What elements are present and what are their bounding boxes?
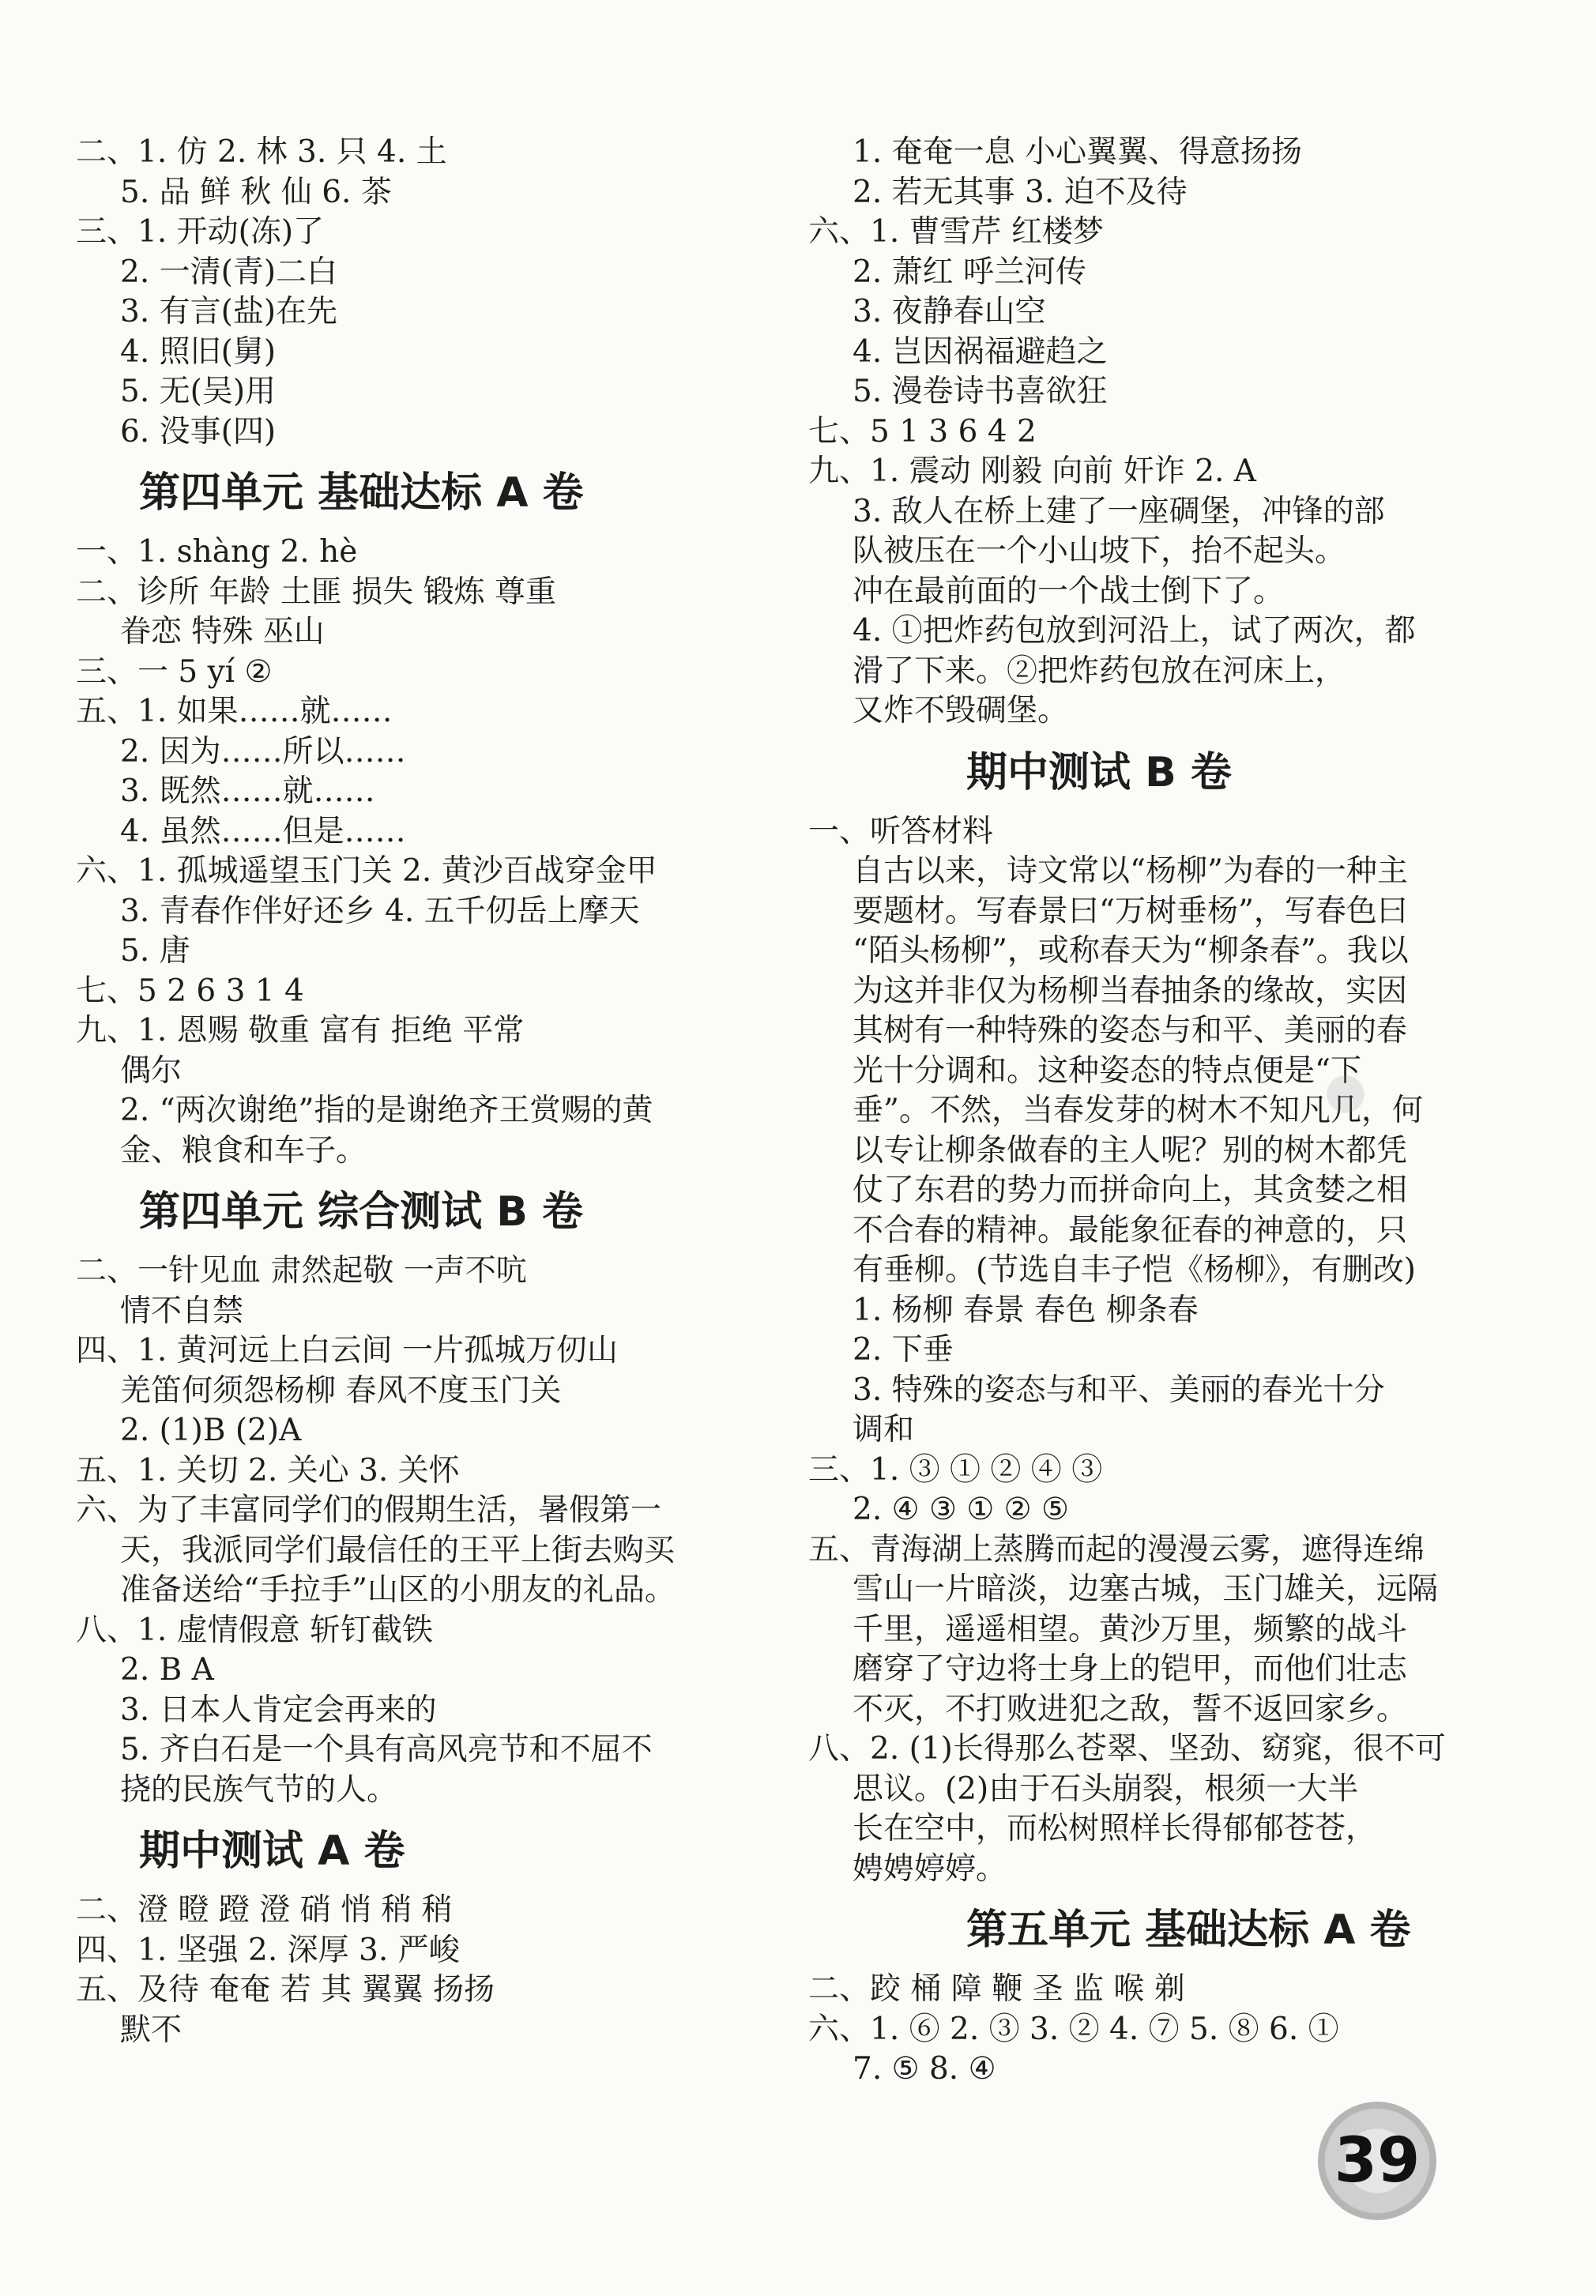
section-heading: 期中测试 B 卷 bbox=[966, 748, 1232, 796]
answer-line: 3. 有言(盐)在先 bbox=[120, 294, 338, 329]
answer-line: 5. 漫卷诗书喜欲狂 bbox=[853, 374, 1108, 409]
answer-line: 七、5 2 6 3 1 4 bbox=[76, 973, 304, 1009]
answer-line: 2. 萧红 呼兰河传 bbox=[853, 254, 1087, 290]
answer-line: 九、1. 恩赐 敬重 富有 拒绝 平常 bbox=[76, 1013, 525, 1048]
page-number-badge bbox=[1318, 2102, 1436, 2220]
answer-line: 六、1. ⑥ 2. ③ 3. ② 4. ⑦ 5. ⑧ 6. ① bbox=[808, 2011, 1339, 2047]
answer-line: 八、2. (1)长得那么苍翠、坚劲、窈窕，很不可 bbox=[808, 1731, 1446, 1767]
answer-line: 3. 青春作伴好还乡 4. 五千仞岳上摩天 bbox=[120, 893, 640, 929]
answer-line: 自古以来，诗文常以“杨柳”为春的一种主 bbox=[853, 853, 1408, 889]
answer-line: 滑了下来。②把炸药包放在河床上， bbox=[853, 653, 1346, 689]
answer-line: 3. 敌人在桥上建了一座碉堡，冲锋的部 bbox=[853, 493, 1385, 529]
answer-line: 雪山一片暗淡，边塞古城，玉门雄关，远隔 bbox=[853, 1571, 1439, 1607]
answer-line: 垂”。不然，当春发芽的树木不知凡几，何 bbox=[853, 1093, 1423, 1128]
seal-watermark bbox=[1302, 1051, 1389, 1138]
section-heading: 第四单元 基础达标 A 卷 bbox=[139, 469, 584, 517]
answer-line: 四、1. 坚强 2. 深厚 3. 严峻 bbox=[76, 1932, 460, 1968]
answer-line: 2. B A bbox=[120, 1652, 214, 1688]
answer-line: 2. 因为……所以…… bbox=[120, 733, 406, 770]
left-column bbox=[76, 133, 771, 2050]
section-heading: 第四单元 综合测试 B 卷 bbox=[139, 1188, 583, 1236]
answer-line: 偶尔 bbox=[120, 1052, 183, 1089]
answer-line: 3. 日本人肯定会再来的 bbox=[120, 1692, 437, 1728]
answer-line: 二、1. 仿 2. 林 3. 只 4. 土 bbox=[76, 134, 447, 170]
answer-line: 光十分调和。这种姿态的特点便是“下 bbox=[853, 1052, 1361, 1089]
answer-line: 1. 杨柳 春景 春色 柳条春 bbox=[853, 1292, 1199, 1328]
answer-line: 2. 若无其事 3. 迫不及待 bbox=[853, 174, 1188, 210]
section-heading: 第五单元 基础达标 A 卷 bbox=[966, 1906, 1411, 1954]
answer-line: 一、听答材料 bbox=[808, 813, 994, 849]
answer-line: 六、1. 孤城遥望玉门关 2. 黄沙百战穿金甲 bbox=[76, 853, 657, 889]
answer-line: 四、1. 黄河远上白云间 一片孤城万仞山 bbox=[76, 1333, 619, 1368]
answer-line: 七、5 1 3 6 4 2 bbox=[808, 413, 1037, 450]
answer-line: 三、一 5 yí ② bbox=[76, 653, 273, 690]
section-heading: 期中测试 A 卷 bbox=[139, 1827, 405, 1875]
answer-line: 5. 品 鲜 秋 仙 6. 茶 bbox=[120, 174, 392, 210]
answer-line: 挠的民族气节的人。 bbox=[120, 1771, 398, 1808]
answer-line: 2. (1)B (2)A bbox=[120, 1413, 302, 1448]
answer-line: 思议。(2)由于石头崩裂，根须一大半 bbox=[853, 1771, 1359, 1807]
answer-line: 情不自禁 bbox=[120, 1293, 244, 1329]
answer-line: 羌笛何须怨杨柳 春风不度玉门关 bbox=[120, 1372, 562, 1409]
answer-line: 要题材。写春景曰“万树垂杨”，写春色曰 bbox=[853, 893, 1408, 929]
answer-line: 调和 bbox=[853, 1412, 915, 1447]
answer-line: 不合春的精神。最能象征春的神意的，只 bbox=[853, 1212, 1408, 1248]
answer-line: 5. 唐 bbox=[120, 933, 190, 969]
answer-line: 5. 齐白石是一个具有高风亮节和不屈不 bbox=[120, 1732, 653, 1767]
answer-line: 六、为了丰富同学们的假期生活，暑假第一 bbox=[76, 1492, 662, 1528]
answer-line: 2. 一清(青)二白 bbox=[120, 254, 338, 290]
answer-line: 2. ④ ③ ① ② ⑤ bbox=[853, 1492, 1070, 1527]
answer-line: 八、1. 虚情假意 斩钉截铁 bbox=[76, 1612, 434, 1648]
answer-line: 五、1. 如果……就…… bbox=[76, 694, 393, 729]
answer-line: 五、1. 关切 2. 关心 3. 关怀 bbox=[76, 1452, 460, 1489]
answer-line: 天，我派同学们最信任的王平上街去购买 bbox=[120, 1532, 676, 1568]
answer-line: 其树有一种特殊的姿态与和平、美丽的春 bbox=[853, 1013, 1408, 1048]
answer-line: 二、一针见血 肃然起敬 一声不吭 bbox=[76, 1253, 527, 1289]
answer-line: 2. “两次谢绝”指的是谢绝齐王赏赐的黄 bbox=[120, 1093, 653, 1128]
answer-line: 队被压在一个小山坡下，抬不起头。 bbox=[853, 533, 1346, 569]
answer-line: 六、1. 曹雪芹 红楼梦 bbox=[808, 214, 1105, 250]
answer-line: 冲在最前面的一个战士倒下了。 bbox=[853, 573, 1285, 609]
answer-line: 6. 没事(四) bbox=[120, 413, 277, 450]
answer-line: 准备送给“手拉手”山区的小朋友的礼品。 bbox=[120, 1572, 676, 1608]
answer-line: 眷恋 特殊 巫山 bbox=[120, 614, 325, 649]
answer-line: 3. 夜静春山空 bbox=[853, 294, 1046, 329]
answer-line: 3. 特殊的姿态与和平、美丽的春光十分 bbox=[853, 1372, 1385, 1408]
answer-line: 4. 照旧(舅) bbox=[120, 333, 277, 370]
answer-line: 7. ⑤ 8. ④ bbox=[853, 2051, 996, 2087]
answer-line: “陌头杨柳”，或称春天为“柳条春”。我以 bbox=[853, 933, 1409, 969]
answer-line: 三、1. ③ ① ② ④ ③ bbox=[808, 1451, 1103, 1488]
answer-line: 五、及待 奄奄 若 其 翼翼 扬扬 bbox=[76, 1972, 495, 2008]
answer-line: 二、澄 瞪 蹬 澄 硝 悄 稍 稍 bbox=[76, 1892, 453, 1928]
answer-line: 4. ①把炸药包放到河沿上，试了两次，都 bbox=[853, 613, 1416, 649]
answer-line: 4. 岂因祸福避趋之 bbox=[853, 333, 1108, 370]
page-number: 39 bbox=[1334, 2125, 1421, 2196]
answer-line: 4. 虽然……但是…… bbox=[120, 813, 406, 849]
answer-line: 5. 无(吴)用 bbox=[120, 374, 277, 409]
answer-line: 有垂柳。(节选自丰子恺《杨柳》，有删改) bbox=[853, 1252, 1416, 1288]
answer-line: 一、1. shàng 2. hè bbox=[76, 534, 358, 570]
answer-line: 仗了东君的势力而拼命向上，其贪婪之相 bbox=[853, 1172, 1408, 1208]
answer-line: 五、青海湖上蒸腾而起的漫漫云雾，遮得连绵 bbox=[808, 1531, 1425, 1568]
answer-line: 以专让柳条做春的主人呢？别的树木都凭 bbox=[853, 1132, 1408, 1169]
answer-line: 金、粮食和车子。 bbox=[120, 1132, 367, 1169]
answer-line: 默不 bbox=[120, 2012, 183, 2048]
answer-line: 又炸不毁碉堡。 bbox=[853, 693, 1069, 728]
answer-line: 为这并非仅为杨柳当春抽条的缘故，实因 bbox=[853, 973, 1408, 1009]
answer-line: 千里，遥遥相望。黄沙万里，频繁的战斗 bbox=[853, 1611, 1408, 1647]
answer-line: 2. 下垂 bbox=[853, 1332, 954, 1368]
answer-line: 长在空中，而松树照样长得郁郁苍苍， bbox=[853, 1811, 1377, 1846]
answer-line: 九、1. 震动 刚毅 向前 奸诈 2. A bbox=[808, 454, 1256, 489]
answer-line: 娉娉婷婷。 bbox=[853, 1850, 1007, 1887]
answer-line: 二、诊所 年龄 土匪 损失 锻炼 尊重 bbox=[76, 574, 556, 610]
answer-line: 1. 奄奄一息 小心翼翼、得意扬扬 bbox=[853, 134, 1303, 170]
answer-line: 3. 既然……就…… bbox=[120, 773, 375, 809]
answer-line: 磨穿了守边将士身上的铠甲，而他们壮志 bbox=[853, 1651, 1408, 1687]
answer-line: 二、跤 桶 障 鞭 圣 监 喉 剃 bbox=[808, 1971, 1185, 2007]
right-column bbox=[808, 133, 1519, 2090]
answer-line: 不灭，不打败进犯之敌，誓不返回家乡。 bbox=[853, 1691, 1408, 1727]
answer-line: 三、1. 开动(冻)了 bbox=[76, 214, 325, 250]
